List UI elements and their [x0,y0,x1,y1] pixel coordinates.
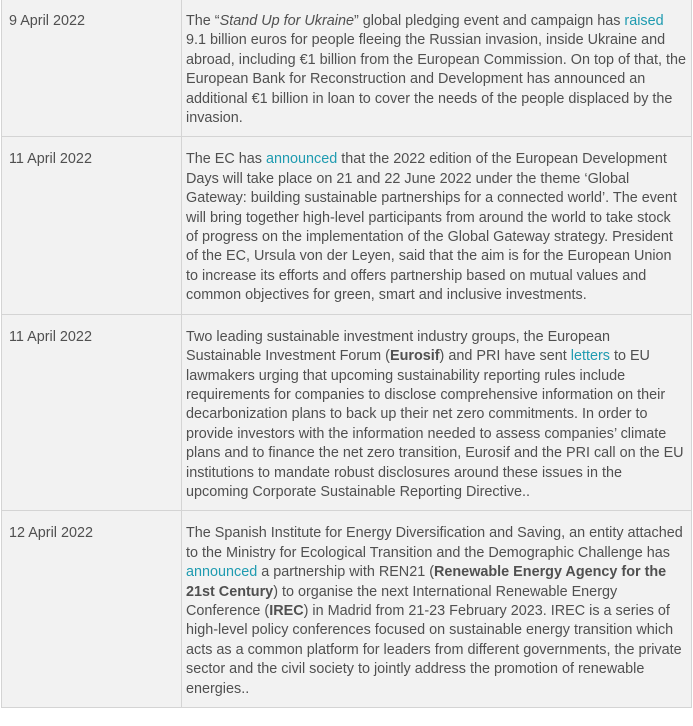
news-row [2,511,692,708]
news-date: 9 April 2022 [2,0,182,137]
news-text-segment: The “ [186,13,220,29]
news-date: 12 April 2022 [2,511,182,708]
news-text [182,0,692,137]
news-bold-text: Eurosif [389,348,440,365]
news-date: 11 April 2022 [2,137,182,314]
news-row [2,137,692,314]
news-text [182,137,692,314]
news-link[interactable]: letters [570,348,610,365]
news-table [1,0,692,708]
news-link[interactable]: announced [186,564,258,581]
news-text-segment: ) and PRI have sent [439,348,571,365]
news-text-segment: ) to organise the next International Renewable Energy Conference ( [186,583,618,619]
news-table-body [2,0,692,708]
news-text-segment: Two leading sustainable investment industry groups, the European Sustainable Investment Forum ( [186,328,610,365]
news-text-segment: ) in Madrid from 21-23 February 2023. IREC is a series of high-level policy conferences focused on sustainable energy transition which acts as a common platform for leaders from different governments, the private sector and the civil society to jointly address the promotion of renewable energies.. [186,602,682,697]
news-text [182,314,692,511]
news-text-segment: The Spanish Institute for Energy Diversification and Saving, an entity attached to the Ministry for Ecological Transition and the Demographic Challenge has [186,525,683,561]
news-text [182,511,692,708]
news-text-segment: ” global pledging event and campaign has [353,13,625,29]
news-row [2,0,692,137]
news-link[interactable]: raised [624,13,664,29]
news-text-segment: that the 2022 edition of the European Development Days will take place on 21 and 22 June 2022 under the theme ‘Global Gateway: building sustainable partnerships for a connected world’. The event will bring together high-level participants from around the world to take stock of progress on the implementation of the Global Gateway strategy. President of the EC, Ursula von der Leyen, said that the aim is for the European Union to increase its efforts and offers partnership based on mutual values and common objectives for green, smart and inclusive investments. [186,151,677,304]
news-bold-text: Renewable Energy Agency for the 21st Century [186,564,667,600]
news-date: 11 April 2022 [2,314,182,511]
news-bold-text: IREC [269,602,304,619]
news-text-segment: 9.1 billion euros for people fleeing the Russian invasion, inside Ukraine and abroad, including €1 billion from the European Commission. On top of that, the European Bank for Reconstruction and Development has announced an additional €1 billion in loan to cover the needs of the people displaced by the invasion. [186,32,686,127]
news-text-segment: The EC has [186,151,266,168]
news-text-segment: to EU lawmakers urging that upcoming sustainability reporting rules include requirements for companies to disclose comprehensive information on their decarbonization plans to back up their net zero commitments. In order to provide investors with the information needed to assess companies’ climate plans and to finance the net zero transition, Eurosif and the PRI call on the EU institutions to mandate robust disclosures around these issues in the upcoming Corporate Sustainable Reporting Directive.. [186,348,684,500]
news-row [2,314,692,511]
news-italic-text: Stand Up for Ukraine [219,13,354,29]
news-link[interactable]: announced [266,151,338,168]
news-text-segment: a partnership with REN21 ( [257,564,434,581]
